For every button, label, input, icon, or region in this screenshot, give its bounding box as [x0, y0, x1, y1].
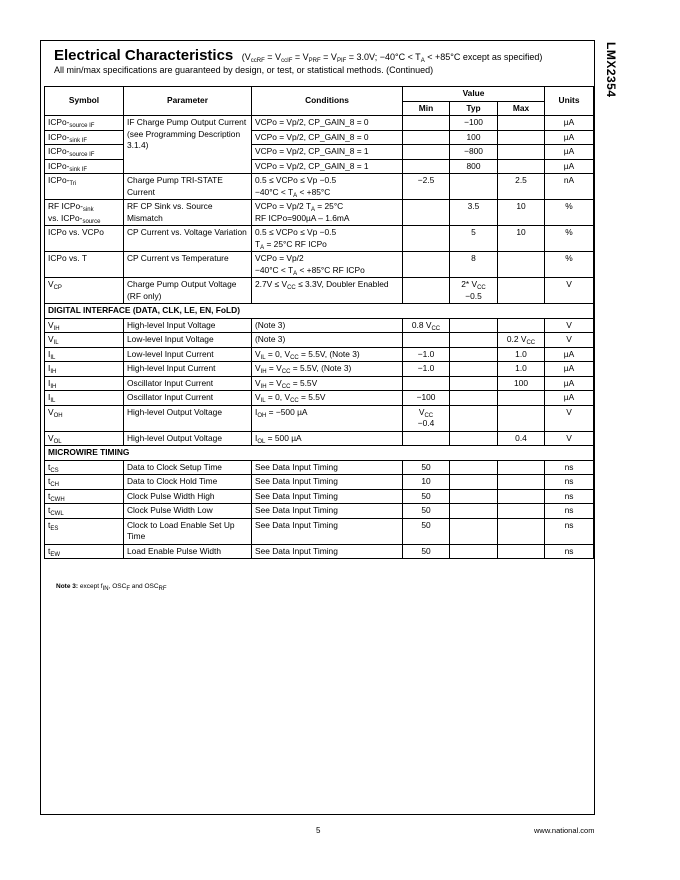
parameter-cell: Charge Pump TRI-STATE Current — [124, 174, 252, 200]
title-conditions: ($V_{ccRF} = V_{ccIF} = V_{PRF} = V_{PIF} = 3.0V$; $-40^\circ C < T_A < +85^\circ C$ except as specified) — [241, 52, 543, 64]
parameter-cell: Data to Clock Setup Time — [124, 460, 252, 475]
min-cell: 50 — [403, 460, 450, 475]
conditions-cell: $V_{IL} = 0$, $V_{CC} = 5.5V$ — [252, 391, 403, 406]
table-row — [45, 391, 594, 406]
table-row — [45, 475, 594, 490]
table-row — [45, 333, 594, 348]
units-cell: nA — [545, 174, 594, 200]
page-title: Electrical Characteristics — [54, 47, 234, 64]
units-cell: % — [545, 200, 594, 226]
max-cell — [498, 405, 545, 431]
conditions-cell: See Data Input Timing — [252, 504, 403, 519]
max-cell — [498, 489, 545, 504]
max-cell: 2.5 — [498, 174, 545, 200]
units-cell: µA — [545, 116, 594, 131]
parameter-cell: CP Current vs. Voltage Variation — [124, 226, 252, 252]
conditions-cell: $V_{IH} = V_{CC} = 5.5V$, (Note 3) — [252, 362, 403, 377]
footnote — [56, 583, 167, 590]
table-row — [45, 376, 594, 391]
symbol-cell: $V_{OH}$ — [45, 405, 124, 431]
symbol-cell: $I_{IH}$ — [45, 376, 124, 391]
table-row — [45, 200, 594, 226]
parameter-cell: Oscillator Input Current — [124, 376, 252, 391]
max-cell — [498, 460, 545, 475]
table-row — [45, 544, 594, 559]
conditions-cell: $V_{IL} = 0$, $V_{CC} = 5.5V$, (Note 3) — [252, 347, 403, 362]
note-text: except $f_{IN}$, $OSC_F$ and $OSC_{RF}$ — [79, 583, 167, 592]
header-conditions: Conditions — [252, 87, 403, 116]
symbol-cell: $V_{IH}$ — [45, 318, 124, 333]
symbol-cell: $V_{CP}$ — [45, 278, 124, 304]
max-cell — [498, 475, 545, 490]
parameter-cell: Clock Pulse Width Low — [124, 504, 252, 519]
typ-cell — [450, 518, 498, 544]
conditions-cell: (Note 3) — [252, 318, 403, 333]
note-label: Note 3: — [56, 583, 79, 590]
table-row — [45, 504, 594, 519]
header-typ: Typ — [450, 101, 498, 116]
table-row — [45, 405, 594, 431]
symbol-cell: ICPo vs. VCPo — [45, 226, 124, 252]
typ-cell — [450, 362, 498, 377]
symbol-cell: ICPo-$_{source IF}$ — [45, 116, 124, 131]
table-row — [45, 174, 594, 200]
symbol-cell: ICPo vs. T — [45, 252, 124, 278]
max-cell — [498, 130, 545, 145]
max-cell — [498, 252, 545, 278]
page-number: 5 — [316, 826, 321, 835]
parameter-cell: CP Current vs Temperature — [124, 252, 252, 278]
typ-cell — [450, 405, 498, 431]
header-max: Max — [498, 101, 545, 116]
typ-cell: 100 — [450, 130, 498, 145]
units-cell: V — [545, 318, 594, 333]
parameter-cell: High-level Output Voltage — [124, 431, 252, 446]
symbol-cell: RF ICPo-$_{sink}$ vs. ICPo-$_{source}$ — [45, 200, 124, 226]
max-cell: 100 — [498, 376, 545, 391]
min-cell: 50 — [403, 504, 450, 519]
table-row — [45, 489, 594, 504]
conditions-cell: $I_{OL} = 500$ µA — [252, 431, 403, 446]
min-cell — [403, 159, 450, 174]
min-cell: −1.0 — [403, 347, 450, 362]
parameter-cell: High-level Input Current — [124, 362, 252, 377]
header-parameter: Parameter — [124, 87, 252, 116]
max-cell — [498, 278, 545, 304]
conditions-cell: VCPo = Vp/2 $T_A = 25^\circ C$ RF ICPo=900µA – 1.6mA — [252, 200, 403, 226]
title-line — [54, 47, 589, 64]
table-row — [45, 278, 594, 304]
parameter-cell: High-level Output Voltage — [124, 405, 252, 431]
conditions-cell: VCPo = Vp/2, CP_GAIN_8 = 1 — [252, 159, 403, 174]
typ-cell — [450, 376, 498, 391]
min-cell: −1.0 — [403, 362, 450, 377]
table-row — [45, 362, 594, 377]
table-row — [45, 518, 594, 544]
typ-cell — [450, 489, 498, 504]
conditions-cell: See Data Input Timing — [252, 475, 403, 490]
units-cell: µA — [545, 159, 594, 174]
units-cell: ns — [545, 518, 594, 544]
min-cell: 50 — [403, 518, 450, 544]
symbol-cell: ICPo-$_{sink IF}$ — [45, 130, 124, 145]
parameter-cell: Load Enable Pulse Width — [124, 544, 252, 559]
conditions-cell: VCPo = Vp/2, CP_GAIN_8 = 0 — [252, 130, 403, 145]
max-cell: 10 — [498, 226, 545, 252]
typ-cell — [450, 174, 498, 200]
units-cell: µA — [545, 145, 594, 160]
symbol-cell: $t_{CWL}$ — [45, 504, 124, 519]
symbol-cell: ICPo-$_{sink IF}$ — [45, 159, 124, 174]
typ-cell: 3.5 — [450, 200, 498, 226]
units-cell: V — [545, 431, 594, 446]
table-row — [45, 116, 594, 131]
min-cell — [403, 200, 450, 226]
typ-cell: 8 — [450, 252, 498, 278]
units-cell: µA — [545, 130, 594, 145]
min-cell — [403, 226, 450, 252]
parameter-cell: Low-level Input Voltage — [124, 333, 252, 348]
min-cell: −100 — [403, 391, 450, 406]
parameter-cell: RF CP Sink vs. Source Mismatch — [124, 200, 252, 226]
units-cell: ns — [545, 504, 594, 519]
min-cell — [403, 278, 450, 304]
units-cell: % — [545, 252, 594, 278]
typ-cell: −800 — [450, 145, 498, 160]
conditions-cell: 0.5 ≤ VCPo ≤ Vp −0.5 $T_A = 25^\circ C$ RF ICPo — [252, 226, 403, 252]
min-cell — [403, 431, 450, 446]
typ-cell — [450, 391, 498, 406]
conditions-cell: VCPo = Vp/2, CP_GAIN_8 = 0 — [252, 116, 403, 131]
max-cell: 1.0 — [498, 347, 545, 362]
table-row — [45, 318, 594, 333]
min-cell — [403, 333, 450, 348]
max-cell — [498, 504, 545, 519]
typ-cell — [450, 347, 498, 362]
symbol-cell: $t_{ES}$ — [45, 518, 124, 544]
conditions-cell: See Data Input Timing — [252, 518, 403, 544]
typ-cell — [450, 333, 498, 348]
symbol-cell: $I_{IH}$ — [45, 362, 124, 377]
max-cell: 0.2 $V_{CC}$ — [498, 333, 545, 348]
typ-cell — [450, 460, 498, 475]
conditions-cell: 0.5 ≤ VCPo ≤ Vp −0.5 $-40^\circ C < T_A < +85^\circ C$ — [252, 174, 403, 200]
min-cell: $V_{CC}$ −0.4 — [403, 405, 450, 431]
symbol-cell: $V_{OL}$ — [45, 431, 124, 446]
conditions-cell: $V_{IH} = V_{CC} = 5.5V$ — [252, 376, 403, 391]
max-cell — [498, 116, 545, 131]
max-cell — [498, 318, 545, 333]
typ-cell — [450, 318, 498, 333]
units-cell: µA — [545, 347, 594, 362]
units-cell: ns — [545, 544, 594, 559]
units-cell: ns — [545, 489, 594, 504]
conditions-cell: See Data Input Timing — [252, 489, 403, 504]
typ-cell — [450, 475, 498, 490]
symbol-cell: $t_{CH}$ — [45, 475, 124, 490]
table-row — [45, 460, 594, 475]
units-cell: µA — [545, 362, 594, 377]
section-digital-interface-label: DIGITAL INTERFACE (DATA, CLK, LE, EN, FoLD) — [45, 304, 594, 319]
typ-cell — [450, 544, 498, 559]
max-cell — [498, 391, 545, 406]
max-cell — [498, 544, 545, 559]
conditions-cell: See Data Input Timing — [252, 460, 403, 475]
footer-url: www.national.com — [534, 826, 595, 835]
parameter-cell: Clock Pulse Width High — [124, 489, 252, 504]
max-cell — [498, 518, 545, 544]
max-cell — [498, 145, 545, 160]
typ-cell: 5 — [450, 226, 498, 252]
conditions-cell: VCPo = Vp/2, CP_GAIN_8 = 1 — [252, 145, 403, 160]
typ-cell: −100 — [450, 116, 498, 131]
max-cell — [498, 159, 545, 174]
section-digital-interface — [45, 304, 594, 319]
typ-cell: 2* $V_{CC}$ −0.5 — [450, 278, 498, 304]
units-cell: ns — [545, 460, 594, 475]
symbol-cell: ICPo-$_{Tri}$ — [45, 174, 124, 200]
conditions-cell: $2.7V \le V_{CC} \le 3.3V$, Doubler Enabled — [252, 278, 403, 304]
units-cell: µA — [545, 376, 594, 391]
units-cell: % — [545, 226, 594, 252]
parameter-cell: Data to Clock Hold Time — [124, 475, 252, 490]
parameter-cell: High-level Input Voltage — [124, 318, 252, 333]
max-cell: 0.4 — [498, 431, 545, 446]
header-min: Min — [403, 101, 450, 116]
parameter-cell: Low-level Input Current — [124, 347, 252, 362]
table-row — [45, 226, 594, 252]
parameter-cell: Oscillator Input Current — [124, 391, 252, 406]
min-cell — [403, 252, 450, 278]
min-cell — [403, 130, 450, 145]
min-cell: 50 — [403, 489, 450, 504]
section-microwire-timing — [45, 446, 594, 461]
section-header — [54, 47, 589, 75]
units-cell: ns — [545, 475, 594, 490]
conditions-cell: (Note 3) — [252, 333, 403, 348]
electrical-characteristics-table — [44, 86, 594, 559]
symbol-cell: $t_{CS}$ — [45, 460, 124, 475]
min-cell — [403, 116, 450, 131]
header-symbol: Symbol — [45, 87, 124, 116]
min-cell: 0.8 $V_{CC}$ — [403, 318, 450, 333]
max-cell: 10 — [498, 200, 545, 226]
min-cell: 10 — [403, 475, 450, 490]
symbol-cell: $t_{EW}$ — [45, 544, 124, 559]
table-body — [45, 116, 594, 559]
typ-cell — [450, 504, 498, 519]
units-cell: V — [545, 278, 594, 304]
header-value: Value — [403, 87, 545, 102]
conditions-cell: See Data Input Timing — [252, 544, 403, 559]
units-cell: V — [545, 333, 594, 348]
table-row — [45, 431, 594, 446]
subtitle: All min/max specifications are guaranteed by design, or test, or statistical methods. (Continued) — [54, 65, 434, 75]
conditions-cell: VCPo = Vp/2 $-40^\circ C < T_A < +85^\circ C$ RF ICPo — [252, 252, 403, 278]
min-cell: −2.5 — [403, 174, 450, 200]
symbol-cell: $V_{IL}$ — [45, 333, 124, 348]
min-cell: 50 — [403, 544, 450, 559]
symbol-cell: $t_{CWH}$ — [45, 489, 124, 504]
header-units: Units — [545, 87, 594, 116]
min-cell — [403, 376, 450, 391]
symbol-cell: $I_{IL}$ — [45, 347, 124, 362]
units-cell: V — [545, 405, 594, 431]
typ-cell — [450, 431, 498, 446]
units-cell: µA — [545, 391, 594, 406]
parameter-cell: Clock to Load Enable Set Up Time — [124, 518, 252, 544]
part-number: LMX2354 — [604, 42, 618, 98]
conditions-cell: $I_{OH} = -500$ µA — [252, 405, 403, 431]
symbol-cell: ICPo-$_{source IF}$ — [45, 145, 124, 160]
min-cell — [403, 145, 450, 160]
max-cell: 1.0 — [498, 362, 545, 377]
table-row — [45, 347, 594, 362]
parameter-cell: Charge Pump Output Voltage (RF only) — [124, 278, 252, 304]
section-microwire-timing-label: MICROWIRE TIMING — [45, 446, 594, 461]
symbol-cell: $I_{IL}$ — [45, 391, 124, 406]
typ-cell: 800 — [450, 159, 498, 174]
parameter-cell: IF Charge Pump Output Current (see Programming Description 3.1.4) — [124, 116, 252, 174]
table-row — [45, 252, 594, 278]
